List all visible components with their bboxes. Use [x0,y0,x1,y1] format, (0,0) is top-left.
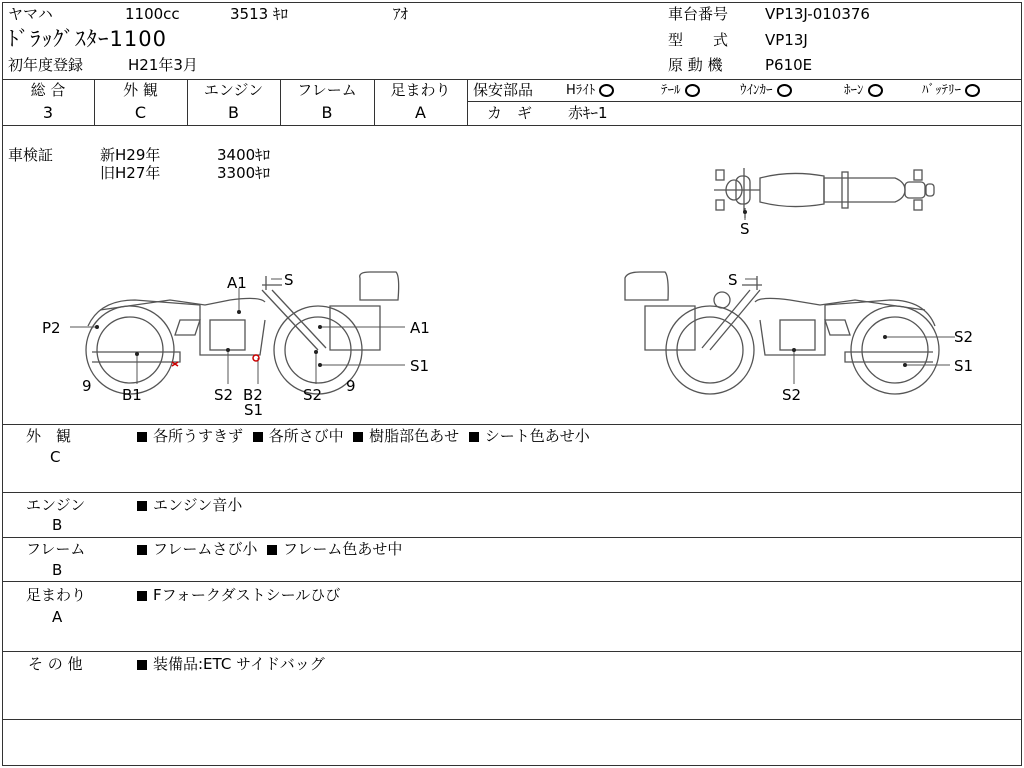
bullet-square-icon [267,545,277,555]
left-mark-p2: P2 [42,319,61,337]
grade-header-engine: エンジン [203,81,264,99]
safety-item-battery: ﾊﾞｯﾃﾘｰ [922,83,980,98]
right-side-view-motorcycle [625,272,939,394]
left-mark-s1-step: S1 [244,401,264,419]
grade-engine: B [228,103,239,122]
inspection-label: 車検証 [8,146,54,164]
note-grade-exterior: C [50,448,61,466]
grade-header-overall: 総 合 [30,81,66,99]
color: ｱｵ [393,5,409,23]
safety-label: 保安部品 [473,81,534,99]
note-items-suspension: Fフォークダストシールひび [137,587,340,604]
first-registration-label: 初年度登録 [8,56,84,74]
note-grade-frame: B [52,561,63,579]
grade-exterior: C [134,103,147,122]
left-mark-a1-tank: A1 [227,274,247,292]
grade-suspension: A [415,103,426,122]
note-category-engine: エンジン [26,496,86,514]
note-grade-engine: B [52,516,63,534]
bullet-square-icon [137,545,147,555]
note-category-suspension: 足まわり [26,586,87,604]
right-mark-s2-engine: S2 [782,386,802,404]
bullet-square-icon [469,432,479,442]
safety-item-horn: ﾎｰﾝ [844,83,883,98]
bullet-square-icon [137,660,147,670]
model-name: ﾄﾞﾗｯｸﾞｽﾀｰ1100 [8,27,167,51]
engine-label: 原 動 機 [668,56,723,74]
note-items-other: 装備品:ETC サイドバッグ [137,656,325,673]
left-mark-s-handle: S [284,271,294,289]
left-mark-s2-engine: S2 [214,386,234,404]
grade-header-suspension: 足まわり [390,81,451,99]
note-items-frame: フレームさび小 フレーム色あせ中 [137,541,402,558]
inspection-new-km: 3400ｷﾛ [217,146,271,164]
inspection-old-km: 3300ｷﾛ [217,164,271,182]
note-grade-suspension: A [52,608,63,626]
inspection-old-era: 旧H27年 [100,164,161,182]
top-mark-s: S [740,220,750,238]
engine-value: P610E [765,56,813,74]
key-value: 赤ｷｰ1 [568,104,608,122]
first-registration-value: H21年3月 [128,56,198,74]
safety-item-winker: ｳｲﾝｶｰ [740,83,792,98]
bullet-square-icon [137,432,147,442]
bullet-square-icon [137,501,147,511]
maker: ヤマハ [8,5,53,23]
inspection-new-era: 新H29年 [100,146,161,164]
left-mark-b1: B1 [122,386,142,404]
safety-item-headlight: Hﾗｲﾄ [566,83,614,98]
left-mark-s1-wheel: S1 [410,357,430,375]
type-label: 型 式 [668,31,729,49]
left-mark-9-rear: 9 [82,377,92,395]
grade-frame: B [321,103,333,122]
key-label: カ ギ [487,104,533,122]
bullet-square-icon [137,591,147,601]
damage-mark-icon [172,355,259,366]
top-view-motorcycle [714,168,934,218]
grade-header-frame: フレーム [297,81,357,99]
displacement: 1100cc [125,5,180,23]
note-category-frame: フレーム [26,540,86,558]
bullet-square-icon [353,432,363,442]
frame-number-label: 車台番号 [668,5,729,23]
frame-number: VP13J-010376 [765,5,870,23]
left-mark-a1-bag: A1 [410,319,430,337]
note-category-exterior: 外 観 [26,427,72,445]
right-mark-s-handle: S [728,271,738,289]
type-value: VP13J [765,31,808,49]
safety-item-tail: ﾃｰﾙ [661,83,700,98]
bullet-square-icon [253,432,263,442]
grade-overall: 3 [42,103,54,122]
note-items-exterior: 各所うすきず 各所さび中 樹脂部色あせ シート色あせ小 [137,428,590,445]
note-items-engine: エンジン音小 [137,497,242,514]
right-mark-s2-seat: S2 [954,328,974,346]
left-mark-9-front: 9 [346,377,356,395]
left-mark-s2-front: S2 [303,386,323,404]
left-mark-b2: B2 [243,386,263,404]
note-category-other: そ の 他 [28,655,83,673]
grade-header-exterior: 外 観 [123,81,158,99]
mileage: 3513 ｷﾛ [230,5,288,23]
right-mark-s1-wheel: S1 [954,357,974,375]
